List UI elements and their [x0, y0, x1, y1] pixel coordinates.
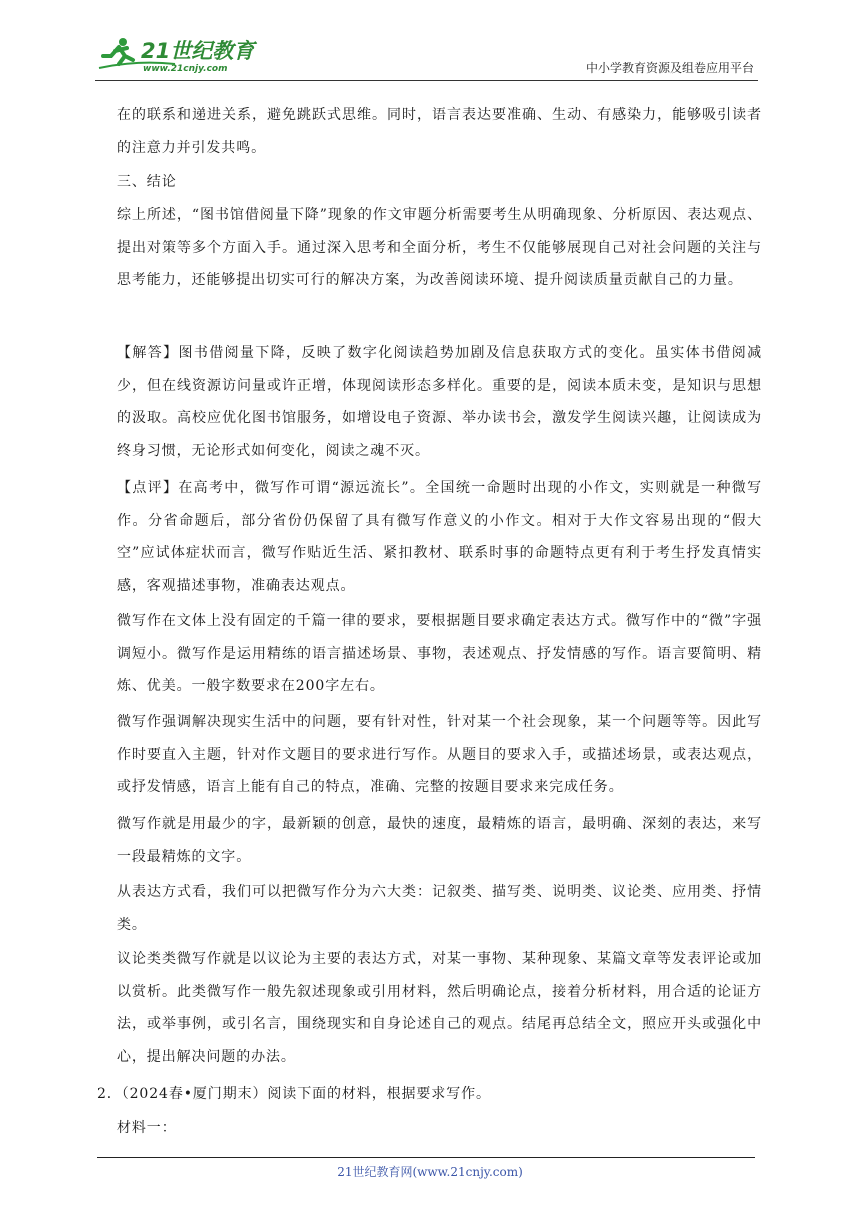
runner-logo-icon — [97, 34, 267, 74]
answer-paragraph: 【解答】图书借阅量下降，反映了数字化阅读趋势加剧及信息获取方式的变化。虽实体书借阅减少，但在线资源访问量或许正增，体现阅读形态多样化。重要的是，阅读本质未变，是知识与思想的汲取。高校应优化图书馆服务，如增设电子资源、举办读书会，激发学生阅读兴趣，让阅读成为终身习惯，无论形式如何变化，阅读之魂不灭。 — [117, 345, 762, 459]
section-heading: 三、结论 — [117, 174, 177, 190]
brand-logo — [97, 34, 267, 74]
svg-text:www.21cnjy.com: www.21cnjy.com — [143, 64, 228, 74]
page-header — [95, 32, 758, 81]
paragraph: 微写作强调解决现实生活中的问题，要有针对性，针对某一个社会现象，某一个问题等等。因此写作时要直入主题，针对作文题目的要求进行写作。从题目的要求入手，或描述场景，或表达观点，或抒发情感，语言上能有自己的特点，准确、完整的按题目要求来完成任务。 — [117, 714, 762, 795]
footer-site: 21世纪教育网(www.21cnjy.com) — [337, 1165, 523, 1179]
paragraph: 微写作在文体上没有固定的千篇一律的要求，要根据题目要求确定表达方式。微写作中的“微”字强调短小。微写作是运用精练的语言描述场景、事物，表述观点、抒发情感的写作。语言要简明、精炼、优美。一般字数要求在200字左右。 — [117, 613, 762, 694]
paragraph: 综上所述，“图书馆借阅量下降”现象的作文审题分析需要考生从明确现象、分析原因、表达观点、提出对策等多个方面入手。通过深入思考和全面分析，考生不仅能够展现自己对社会问题的关注与思考能力，还能够提出切实可行的解决方案，为改善阅读环境、提升阅读质量贡献自己的力量。 — [117, 207, 762, 288]
material-label: 材料一： — [117, 1120, 177, 1136]
paragraph: 在的联系和递进关系，避免跳跃式思维。同时，语言表达要准确、生动、有感染力，能够吸引读者的注意力并引发共鸣。 — [117, 107, 762, 156]
svg-text:21世纪教育: 21世纪教育 — [141, 39, 255, 63]
paragraph: 微写作就是用最少的字，最新颖的创意，最快的速度，最精炼的语言，最明确、深刻的表达，来写一段最精炼的文字。 — [117, 816, 762, 865]
question-title: 2．（2024春•厦门期末）阅读下面的材料，根据要求写作。 — [97, 1086, 491, 1102]
comment-paragraph: 【点评】在高考中，微写作可谓“源远流长”。全国统一命题时出现的小作文，实则就是一种微写作。分省命题后，部分省份仍保留了具有微写作意义的小作文。相对于大作文容易出现的“假大空”应试体症状而言，微写作贴近生活、紧扣教材、联系时事的命题特点更有利于考生抒发真情实感，客观描述事物，准确表达观点。 — [117, 480, 762, 594]
platform-name: 中小学教育资源及组卷应用平台 — [585, 61, 754, 75]
paragraph: 议论类类微写作就是以议论为主要的表达方式，对某一事物、某种现象、某篇文章等发表评论或加以赏析。此类微写作一般先叙述现象或引用材料，然后明确论点，接着分析材料，用合适的论证方法，或举事例，或引名言，围绕现实和自身论述自己的观点。结尾再总结全文，照应开头或强化中心，提出解决问题的办法。 — [117, 951, 762, 1065]
footer-divider — [97, 1157, 755, 1158]
paragraph: 从表达方式看，我们可以把微写作分为六大类：记叙类、描写类、说明类、议论类、应用类、抒情类。 — [117, 884, 762, 933]
